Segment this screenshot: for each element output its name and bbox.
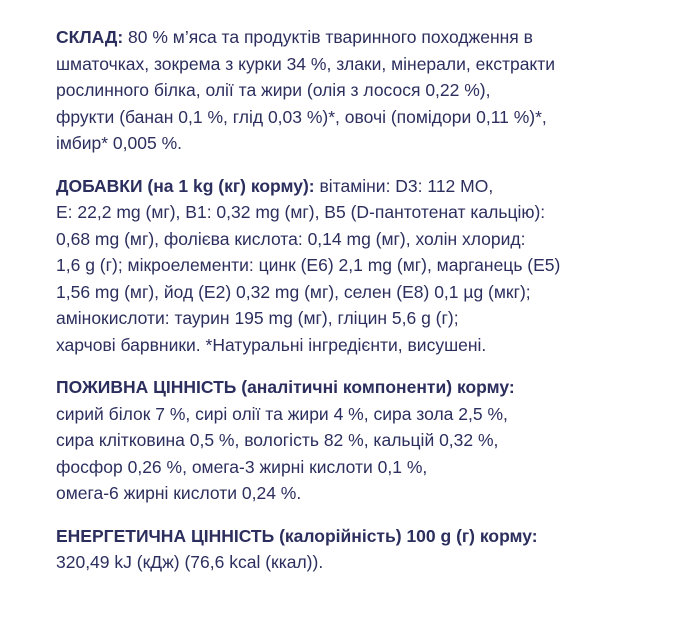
additives-line-1	[56, 173, 656, 200]
additives-line-4: 1,6 g (г); мікроелементи: цинк (E6) 2,1 mg (мг), марганець (E5)	[56, 255, 561, 275]
composition-line-5: імбир* 0,005 %.	[56, 133, 183, 153]
energy-section	[56, 523, 656, 576]
product-label	[56, 24, 656, 576]
additives-heading: ДОБАВКИ (на 1 kg (кг) корму):	[56, 175, 315, 196]
composition-line-4: фрукти (банан 0,1 %, глід 0,03 %)*, овочі (помідори 0,11 %)*,	[56, 106, 547, 127]
nutrition-line-3: фосфор 0,26 %, омега-3 жирні кислоти 0,1 %,	[56, 456, 428, 477]
composition-line-3: рослинного білка, олії та жири (олія з лосося 0,22 %),	[56, 80, 491, 100]
additives-line-2: E: 22,2 mg (мг), B1: 0,32 mg (мг), B5 (D-пантотенат кальцію):	[56, 202, 546, 222]
nutrition-section	[56, 374, 656, 507]
additives-text: вітаміни: D3: 112 МО,	[314, 175, 494, 196]
composition-heading: СКЛАД:	[56, 27, 124, 47]
composition-line-1	[56, 24, 656, 51]
nutrition-line-4: омега-6 жирні кислоти 0,24 %.	[56, 483, 302, 503]
nutrition-line-2: сира клітковина 0,5 %, вологість 82 %, кальцій 0,32 %,	[56, 430, 499, 450]
nutrition-line-1: сирий білок 7 %, сирі олії та жири 4 %, сира зола 2,5 %,	[56, 403, 508, 424]
nutrition-heading: ПОЖИВНА ЦІННІСТЬ (аналітичні компоненти) корму:	[56, 377, 515, 397]
energy-line-1: 320,49 kJ (кДж) (76,6 kcal (ккал)).	[56, 552, 324, 572]
additives-line-6: амінокислоти: таурин 195 mg (мг), гліцин 5,6 g (г);	[56, 308, 459, 328]
additives-line-3: 0,68 mg (мг), фолієва кислота: 0,14 mg (мг), холін хлорид:	[56, 228, 526, 249]
composition-section	[56, 24, 656, 157]
additives-line-7: харчові барвники. *Натуральні інгредієнти, висушені.	[56, 334, 487, 355]
composition-line-2: шматочках, зокрема з курки 34 %, злаки, мінерали, екстракти	[56, 53, 556, 74]
energy-heading: ЕНЕРГЕТИЧНА ЦІННІСТЬ (калорійність) 100 g (г) корму:	[56, 525, 538, 546]
composition-text: 80 % м’яса та продуктів тваринного походження в	[123, 27, 533, 47]
additives-line-5: 1,56 mg (мг), йод (E2) 0,32 mg (мг), селен (E8) 0,1 µg (мкг);	[56, 281, 531, 302]
additives-section	[56, 173, 656, 359]
